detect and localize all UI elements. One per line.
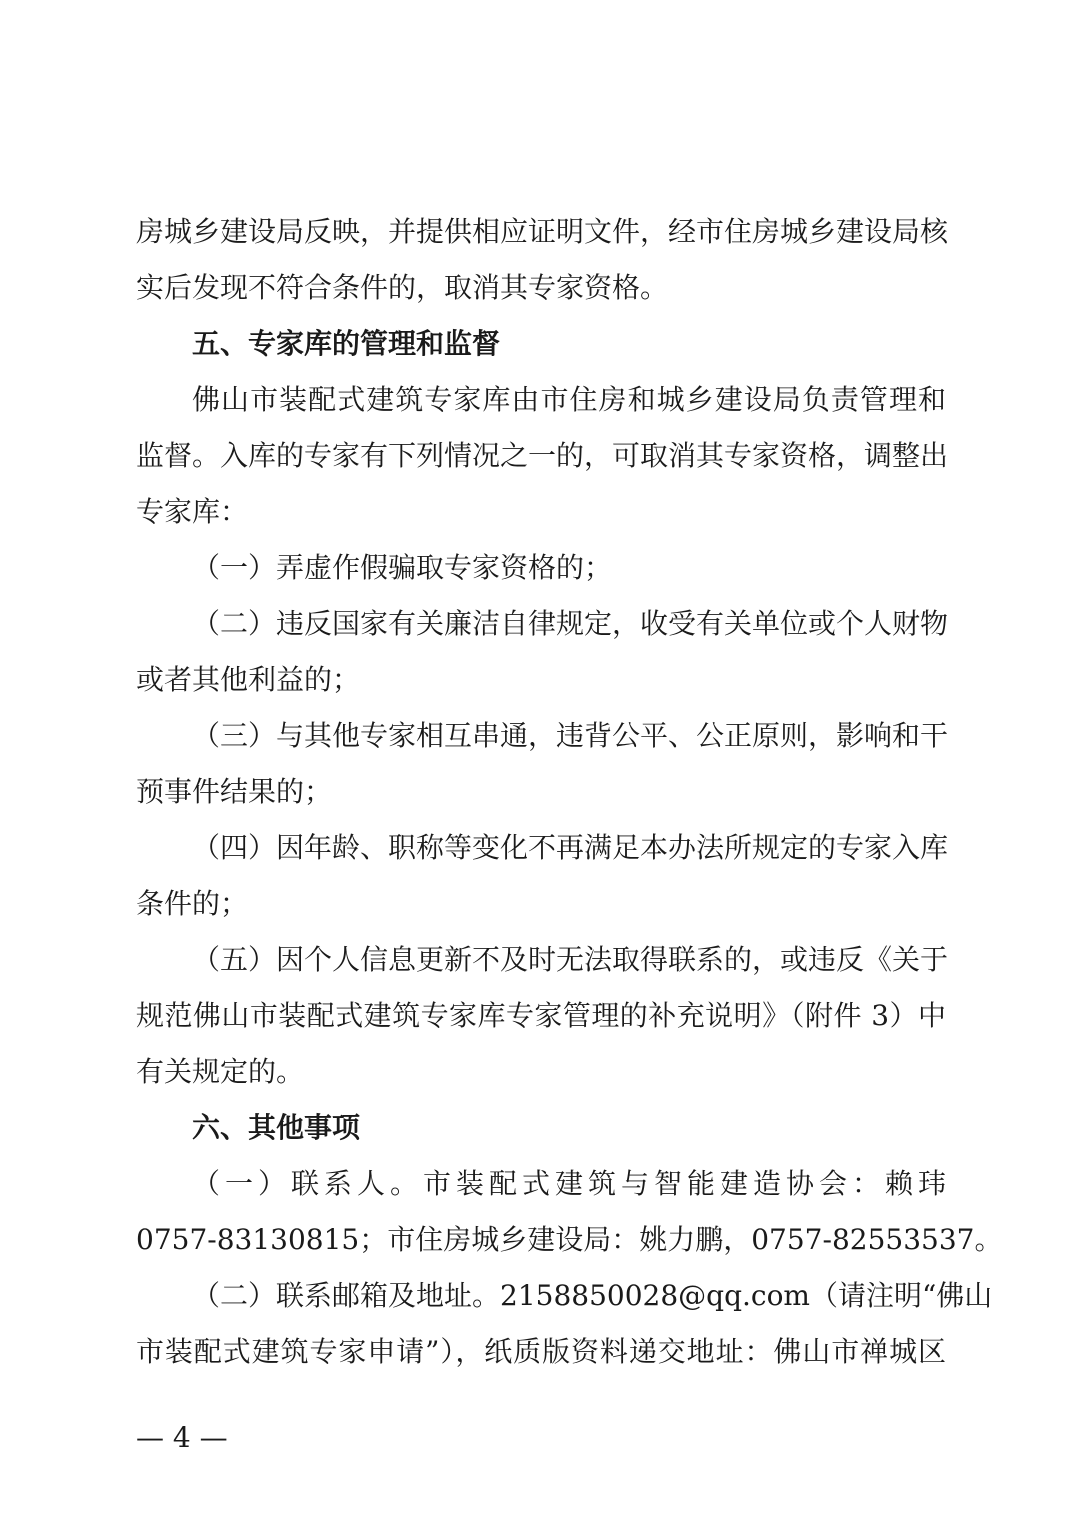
paragraph-line: 实后发现不符合条件的，取消其专家资格。 xyxy=(136,271,669,304)
paragraph-line: 专家库： xyxy=(136,495,249,528)
section-heading-5: 五、专家库的管理和监督 xyxy=(192,327,501,360)
page-number: — 4 — xyxy=(136,1421,228,1454)
list-item-continuation: 或者其他利益的； xyxy=(136,663,361,696)
list-item-continuation: 条件的； xyxy=(136,887,249,920)
list-item-continuation: 市装配式建筑专家申请”），纸质版资料递交地址：佛山市禅城区 xyxy=(136,1335,946,1368)
list-item-continuation: 预事件结果的； xyxy=(136,775,333,808)
paragraph-line: 监督。入库的专家有下列情况之一的，可取消其专家资格，调整出 xyxy=(136,439,949,472)
list-item-continuation: 0757-83130815；市住房城乡建设局：姚力鹏，0757-82553537。 xyxy=(136,1223,1003,1256)
list-item: （一）弄虚作假骗取专家资格的； xyxy=(192,551,613,584)
list-item: （五）因个人信息更新不及时无法取得联系的，或违反《关于 xyxy=(192,943,949,976)
paragraph-line: 房城乡建设局反映，并提供相应证明文件，经市住房城乡建设局核 xyxy=(136,215,949,248)
list-item-continuation: 规范佛山市装配式建筑专家库专家管理的补充说明》（附件 3）中 xyxy=(136,999,946,1032)
list-item-continuation: 有关规定的。 xyxy=(136,1055,305,1088)
list-item: （四）因年龄、职称等变化不再满足本办法所规定的专家入库 xyxy=(192,831,949,864)
list-item: （一）联系人。市装配式建筑与智能建造协会：赖玮 xyxy=(192,1167,946,1200)
list-item: （三）与其他专家相互串通，违背公平、公正原则，影响和干 xyxy=(192,719,949,752)
paragraph-line: 佛山市装配式建筑专家库由市住房和城乡建设局负责管理和 xyxy=(192,383,946,416)
list-item: （二）违反国家有关廉洁自律规定，收受有关单位或个人财物 xyxy=(192,607,949,640)
list-item: （二）联系邮箱及地址。2158850028@qq.com（请注明“佛山 xyxy=(192,1279,993,1312)
section-heading-6: 六、其他事项 xyxy=(192,1111,361,1144)
